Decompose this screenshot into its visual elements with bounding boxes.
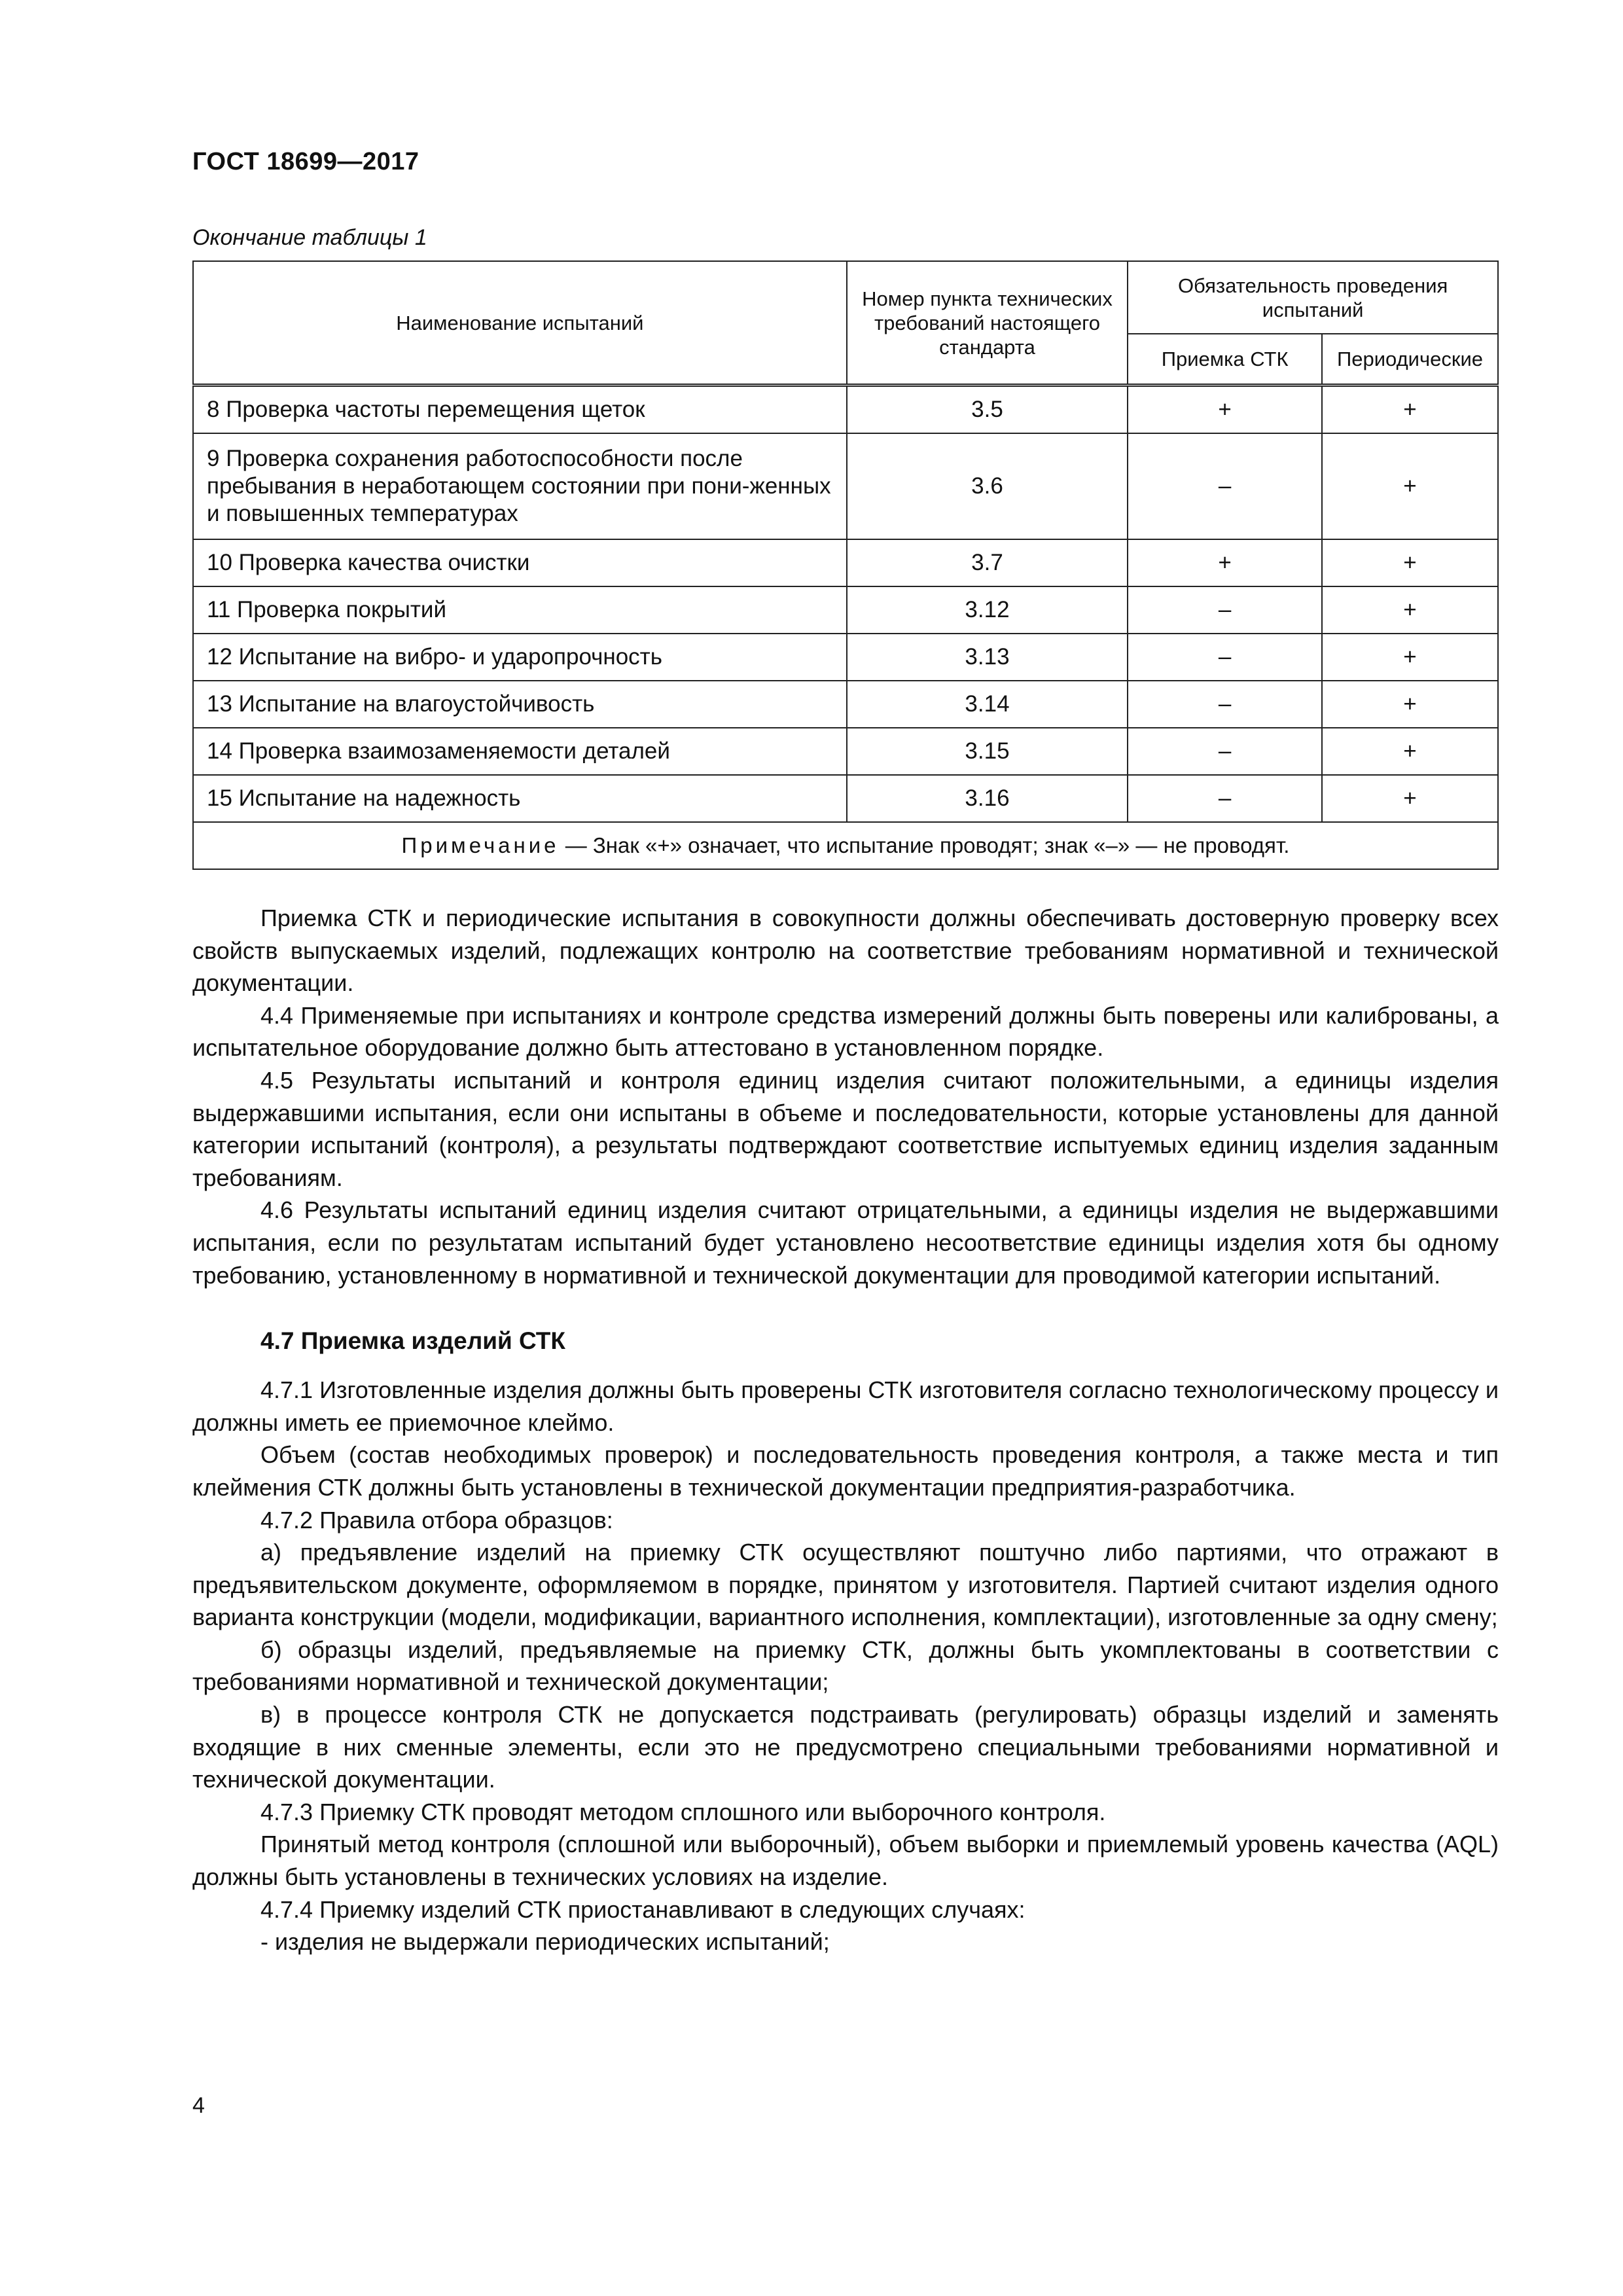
periodic-cell: + [1322,433,1498,539]
table-note [193,822,1498,869]
list-item-a: а) предъявление изделий на приемку СТК осуществляют поштучно либо партиями, что отражают в предъявительском документе, оформляемом в порядке, принятом у изготовителя. Партией считают изделия одного варианта конструкции (модели, модификации, вариантного исполнения, комплектации), изготовленные за одну смену; [192,1539,1499,1631]
clause-cell: 3.15 [847,728,1128,775]
body-text [192,902,1499,1958]
table-caption: Окончание таблицы 1 [192,225,427,250]
paragraph: Объем (состав необходимых проверок) и последовательность проведения контроля, а также места и тип клеймения СТК должны быть установлены в технической документации предприятия-разработчика. [192,1441,1499,1501]
paragraph-4-7-4: 4.7.4 Приемку изделий СТК приостанавливают в следующих случаях: [260,1895,1026,1923]
acceptance-cell: – [1128,681,1322,728]
header-acceptance: Приемка СТК [1128,334,1322,385]
test-name-cell: 14 Проверка взаимозаменяемости деталей [193,728,847,775]
periodic-cell: + [1322,681,1498,728]
test-name-cell: 9 Проверка сохранения работоспособности после пребывания в неработающем состоянии при пони-женных и повышенных температурах [193,433,847,539]
tests-table [192,260,1499,870]
document-id: ГОСТ 18699—2017 [192,148,419,175]
table-row [193,539,1498,586]
clause-cell: 3.5 [847,386,1128,434]
table-row [193,586,1498,634]
paragraph-4-5: 4.5 Результаты испытаний и контроля единиц изделия считают положительными, а единицы изделия выдержавшими испытания, если они испытаны в объеме и последовательности, которые установлены для данной категории испытаний (контроля), а результаты подтверждают соответствие испытуемых единиц изделия заданным требованиям. [192,1066,1499,1191]
paragraph-4-7-3: 4.7.3 Приемку СТК проводят методом сплошного или выборочного контроля. [260,1798,1106,1825]
clause-cell: 3.6 [847,433,1128,539]
clause-cell: 3.7 [847,539,1128,586]
acceptance-cell: + [1128,539,1322,586]
acceptance-cell: – [1128,586,1322,634]
test-name-cell: 10 Проверка качества очистки [193,539,847,586]
acceptance-cell: – [1128,728,1322,775]
paragraph: Приемка СТК и периодические испытания в совокупности должны обеспечивать достоверную проверку всех свойств выпускаемых изделий, подлежащих контролю на соответствие требованиям нормативной и технической документации. [192,905,1499,997]
table-row [193,728,1498,775]
test-name-cell: 15 Испытание на надежность [193,775,847,822]
table-row [193,634,1498,681]
clause-cell: 3.12 [847,586,1128,634]
acceptance-cell: – [1128,775,1322,822]
table-row [193,775,1498,822]
paragraph-4-7-2: 4.7.2 Правила отбора образцов: [260,1506,613,1534]
header-obligation-group: Обязательность проведения испытаний [1128,261,1498,334]
table-row [193,681,1498,728]
periodic-cell: + [1322,728,1498,775]
clause-cell: 3.14 [847,681,1128,728]
header-periodic: Периодические [1322,334,1498,385]
periodic-cell: + [1322,386,1498,434]
test-name-cell: 8 Проверка частоты перемещения щеток [193,386,847,434]
acceptance-cell: – [1128,634,1322,681]
note-label: Примечание [401,833,560,857]
paragraph-4-6: 4.6 Результаты испытаний единиц изделия считают отрицательными, а единицы изделия не выдержавшими испытания, если по результатам испытаний будет установлено несоответствие единицы изделия хотя бы одному требованию, установленному в нормативной и технической документации для проводимой категории испытаний. [192,1196,1499,1289]
header-test-name: Наименование испытаний [193,261,847,386]
page-number: 4 [192,2093,205,2118]
list-item-dash: - изделия не выдержали периодических испытаний; [260,1928,830,1956]
periodic-cell: + [1322,775,1498,822]
paragraph: Принятый метод контроля (сплошной или выборочный), объем выборки и приемлемый уровень качества (AQL) должны быть установлены в технических условиях на изделие. [192,1831,1499,1891]
test-name-cell: 13 Испытание на влагоустойчивость [193,681,847,728]
list-item-v: в) в процессе контроля СТК не допускается подстраивать (регулировать) образцы изделий и заменять входящие в них сменные элементы, если это не предусмотрено специальными требованиями нормативной и технической документации. [192,1701,1499,1793]
periodic-cell: + [1322,539,1498,586]
acceptance-cell: + [1128,386,1322,434]
table-row [193,386,1498,434]
paragraph-4-4: 4.4 Применяемые при испытаниях и контроле средства измерений должны быть поверены или калиброваны, а испытательное оборудование должно быть аттестовано в установленном порядке. [192,1001,1499,1062]
note-text: — Знак «+» означает, что испытание проводят; знак «–» — не проводят. [559,833,1290,857]
header-clause-number: Номер пункта технических требований настоящего стандарта [847,261,1128,386]
test-name-cell: 12 Испытание на вибро- и ударопрочность [193,634,847,681]
list-item-b: б) образцы изделий, предъявляемые на приемку СТК, должны быть укомплектованы в соответствии с требованиями нормативной и технической документации; [192,1636,1499,1696]
section-title-4-7: 4.7 Приемка изделий СТК [260,1327,565,1355]
paragraph-4-7-1: 4.7.1 Изготовленные изделия должны быть проверены СТК изготовителя согласно технологическому процессу и должны иметь ее приемочное клеймо. [192,1376,1499,1436]
table-note-row [193,822,1498,869]
clause-cell: 3.13 [847,634,1128,681]
periodic-cell: + [1322,586,1498,634]
clause-cell: 3.16 [847,775,1128,822]
periodic-cell: + [1322,634,1498,681]
table-row [193,433,1498,539]
acceptance-cell: – [1128,433,1322,539]
test-name-cell: 11 Проверка покрытий [193,586,847,634]
